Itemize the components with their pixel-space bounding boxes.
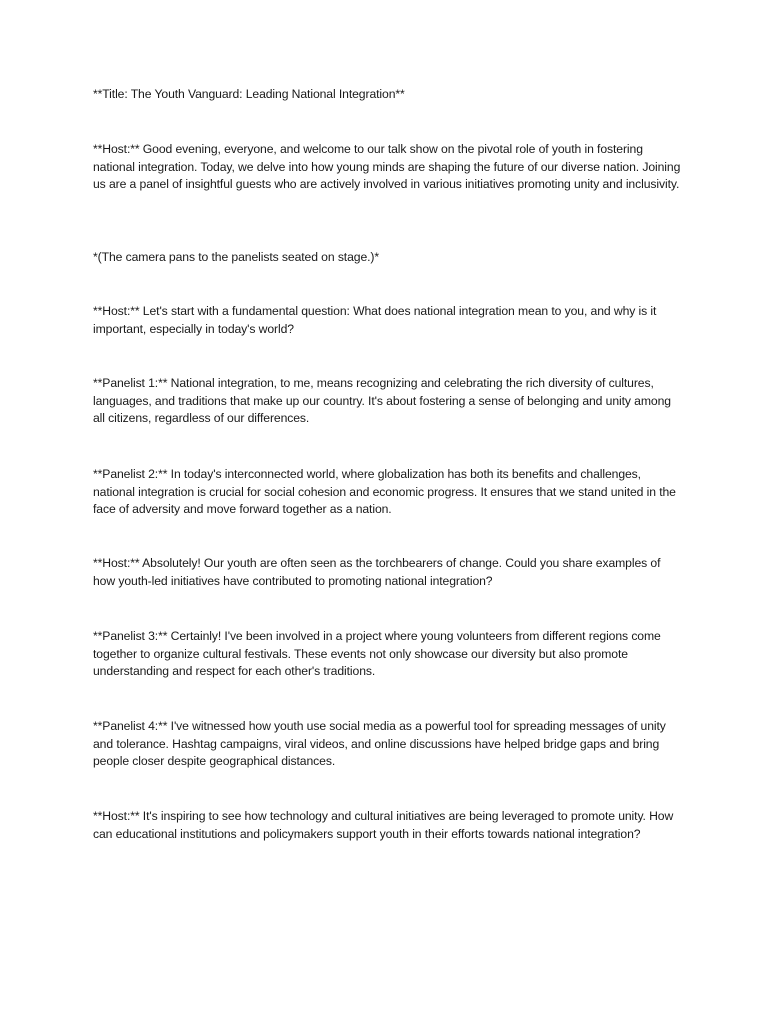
- panelist-3-paragraph: **Panelist 3:** Certainly! I've been involved in a project where young volunteers from different regions come together to organize cultural festivals. These events not only showcase our diversity but also promote understanding and respect for each other's traditions.: [93, 629, 661, 679]
- panelist-4-paragraph: **Panelist 4:** I've witnessed how youth use social media as a powerful tool for spreading messages of unity and tolerance. Hashtag campaigns, viral videos, and online discussions have helped bridge gaps and bring people closer despite geographical distances.: [93, 719, 666, 769]
- host-paragraph-question-3: **Host:** It's inspiring to see how technology and cultural initiatives are being leveraged to promote unity. How can educational institutions and policymakers support youth in their efforts towards national integration?: [93, 809, 674, 841]
- panelist-1-paragraph: **Panelist 1:** National integration, to me, means recognizing and celebrating the rich diversity of cultures, languages, and traditions that make up our country. It's about fostering a sense of belonging and unity among all citizens, regardless of our differences.: [93, 376, 671, 426]
- stage-direction: *(The camera pans to the panelists seated on stage.)*: [93, 250, 380, 264]
- host-paragraph-question-2: **Host:** Absolutely! Our youth are often seen as the torchbearers of change. Could you share examples of how youth-led initiatives have contributed to promoting national integration?: [93, 556, 661, 588]
- host-paragraph-intro: **Host:** Good evening, everyone, and welcome to our talk show on the pivotal role of youth in fostering national integration. Today, we delve into how young minds are shaping the future of our diverse nation. Joining us are a panel of insightful guests who are actively involved in various initiatives promoting unity and inclusivity.: [93, 142, 681, 192]
- host-paragraph-question-1: **Host:** Let's start with a fundamental question: What does national integration mean to you, and why is it important, especially in today's world?: [93, 304, 657, 336]
- document-title: **Title: The Youth Vanguard: Leading National Integration**: [93, 87, 405, 101]
- panelist-2-paragraph: **Panelist 2:** In today's interconnected world, where globalization has both its benefits and challenges, national integration is crucial for social cohesion and economic progress. It ensures that we stand united in the face of adversity and move forward together as a nation.: [93, 467, 676, 517]
